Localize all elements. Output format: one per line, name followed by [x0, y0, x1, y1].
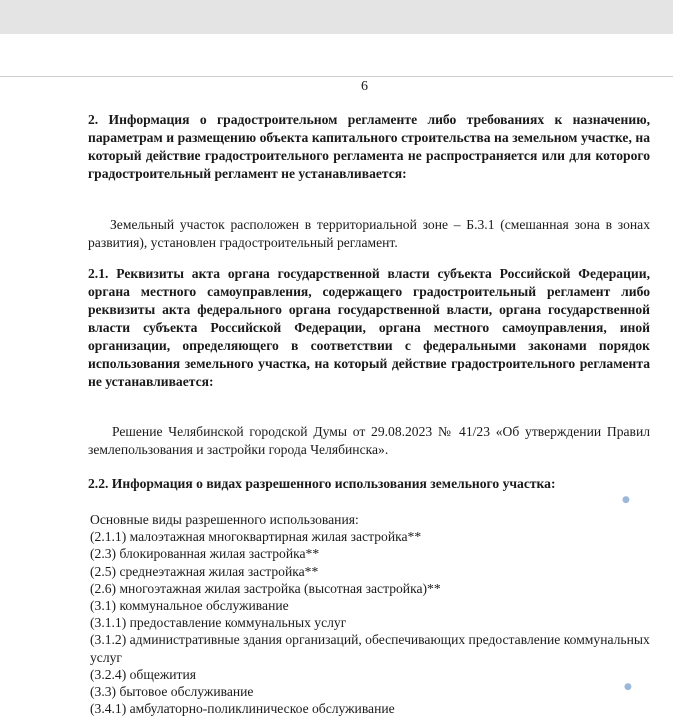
section-2-text: Земельный участок расположен в территориальной зоне – Б.3.1 (смешанная зона в зонах развития), установлен градостроительный регламент. [88, 217, 650, 250]
list-item: (2.6) многоэтажная жилая застройка (высотная застройка)** [90, 580, 441, 596]
section-2-1-heading: 2.1. Реквизиты акта органа государственной власти субъекта Российской Федерации, органа местного самоуправления, содержащего градостроительный регламент либо реквизиты акта федерального органа государственной власти, органа государственной власти субъекта Российской Федерации, органа местного самоуправления, иной организации, определяющего в соответствии с федеральными законами порядок использования земельного участка, на который действие градостроительного регламента не устанавливается: [88, 266, 650, 389]
scan-speck-mark: ● [624, 682, 632, 692]
list-item: (3.3) бытовое обслуживание [90, 684, 254, 700]
scan-speck-mark: ● [622, 495, 630, 505]
section-2-2-heading: 2.2. Информация о видах разрешенного использования земельного участка: [88, 476, 556, 491]
list-item: (2.3) блокированная жилая застройка** [90, 546, 320, 562]
permitted-uses-list [90, 511, 650, 717]
permitted-uses-intro: Основные виды разрешенного использования: [90, 512, 359, 527]
list-item: (2.1.1) малоэтажная многоквартирная жилая застройка** [90, 529, 422, 545]
page-number: 6 [361, 79, 368, 94]
section-2-1-text: Решение Челябинской городской Думы от 29.08.2023 № 41/23 «Об утверждении Правил землепользования и застройки города Челябинска». [88, 424, 650, 457]
list-item: (3.1.1) предоставление коммунальных услуг [90, 615, 347, 631]
list-item: (3.1) коммунальное обслуживание [90, 598, 289, 614]
list-item: (3.2.4) общежития [90, 666, 196, 682]
list-item: (3.1.2) административные здания организаций, обеспечивающих предоставление коммунальных услуг [90, 632, 650, 665]
list-item: (3.4.1) амбулаторно-поликлиническое обслуживание [90, 701, 395, 717]
section-2-heading: 2. Информация о градостроительном регламенте либо требованиях к назначению, параметрам и размещению объекта капитального строительства на земельном участке, на который действие градостроительного регламента не распространяется или для которого градостроительный регламент не устанавливается: [88, 112, 650, 181]
viewer-gap [0, 34, 673, 77]
viewer-toolbar [0, 0, 673, 34]
document-page [0, 77, 673, 717]
list-item: (2.5) среднеэтажная жилая застройка** [90, 563, 319, 579]
